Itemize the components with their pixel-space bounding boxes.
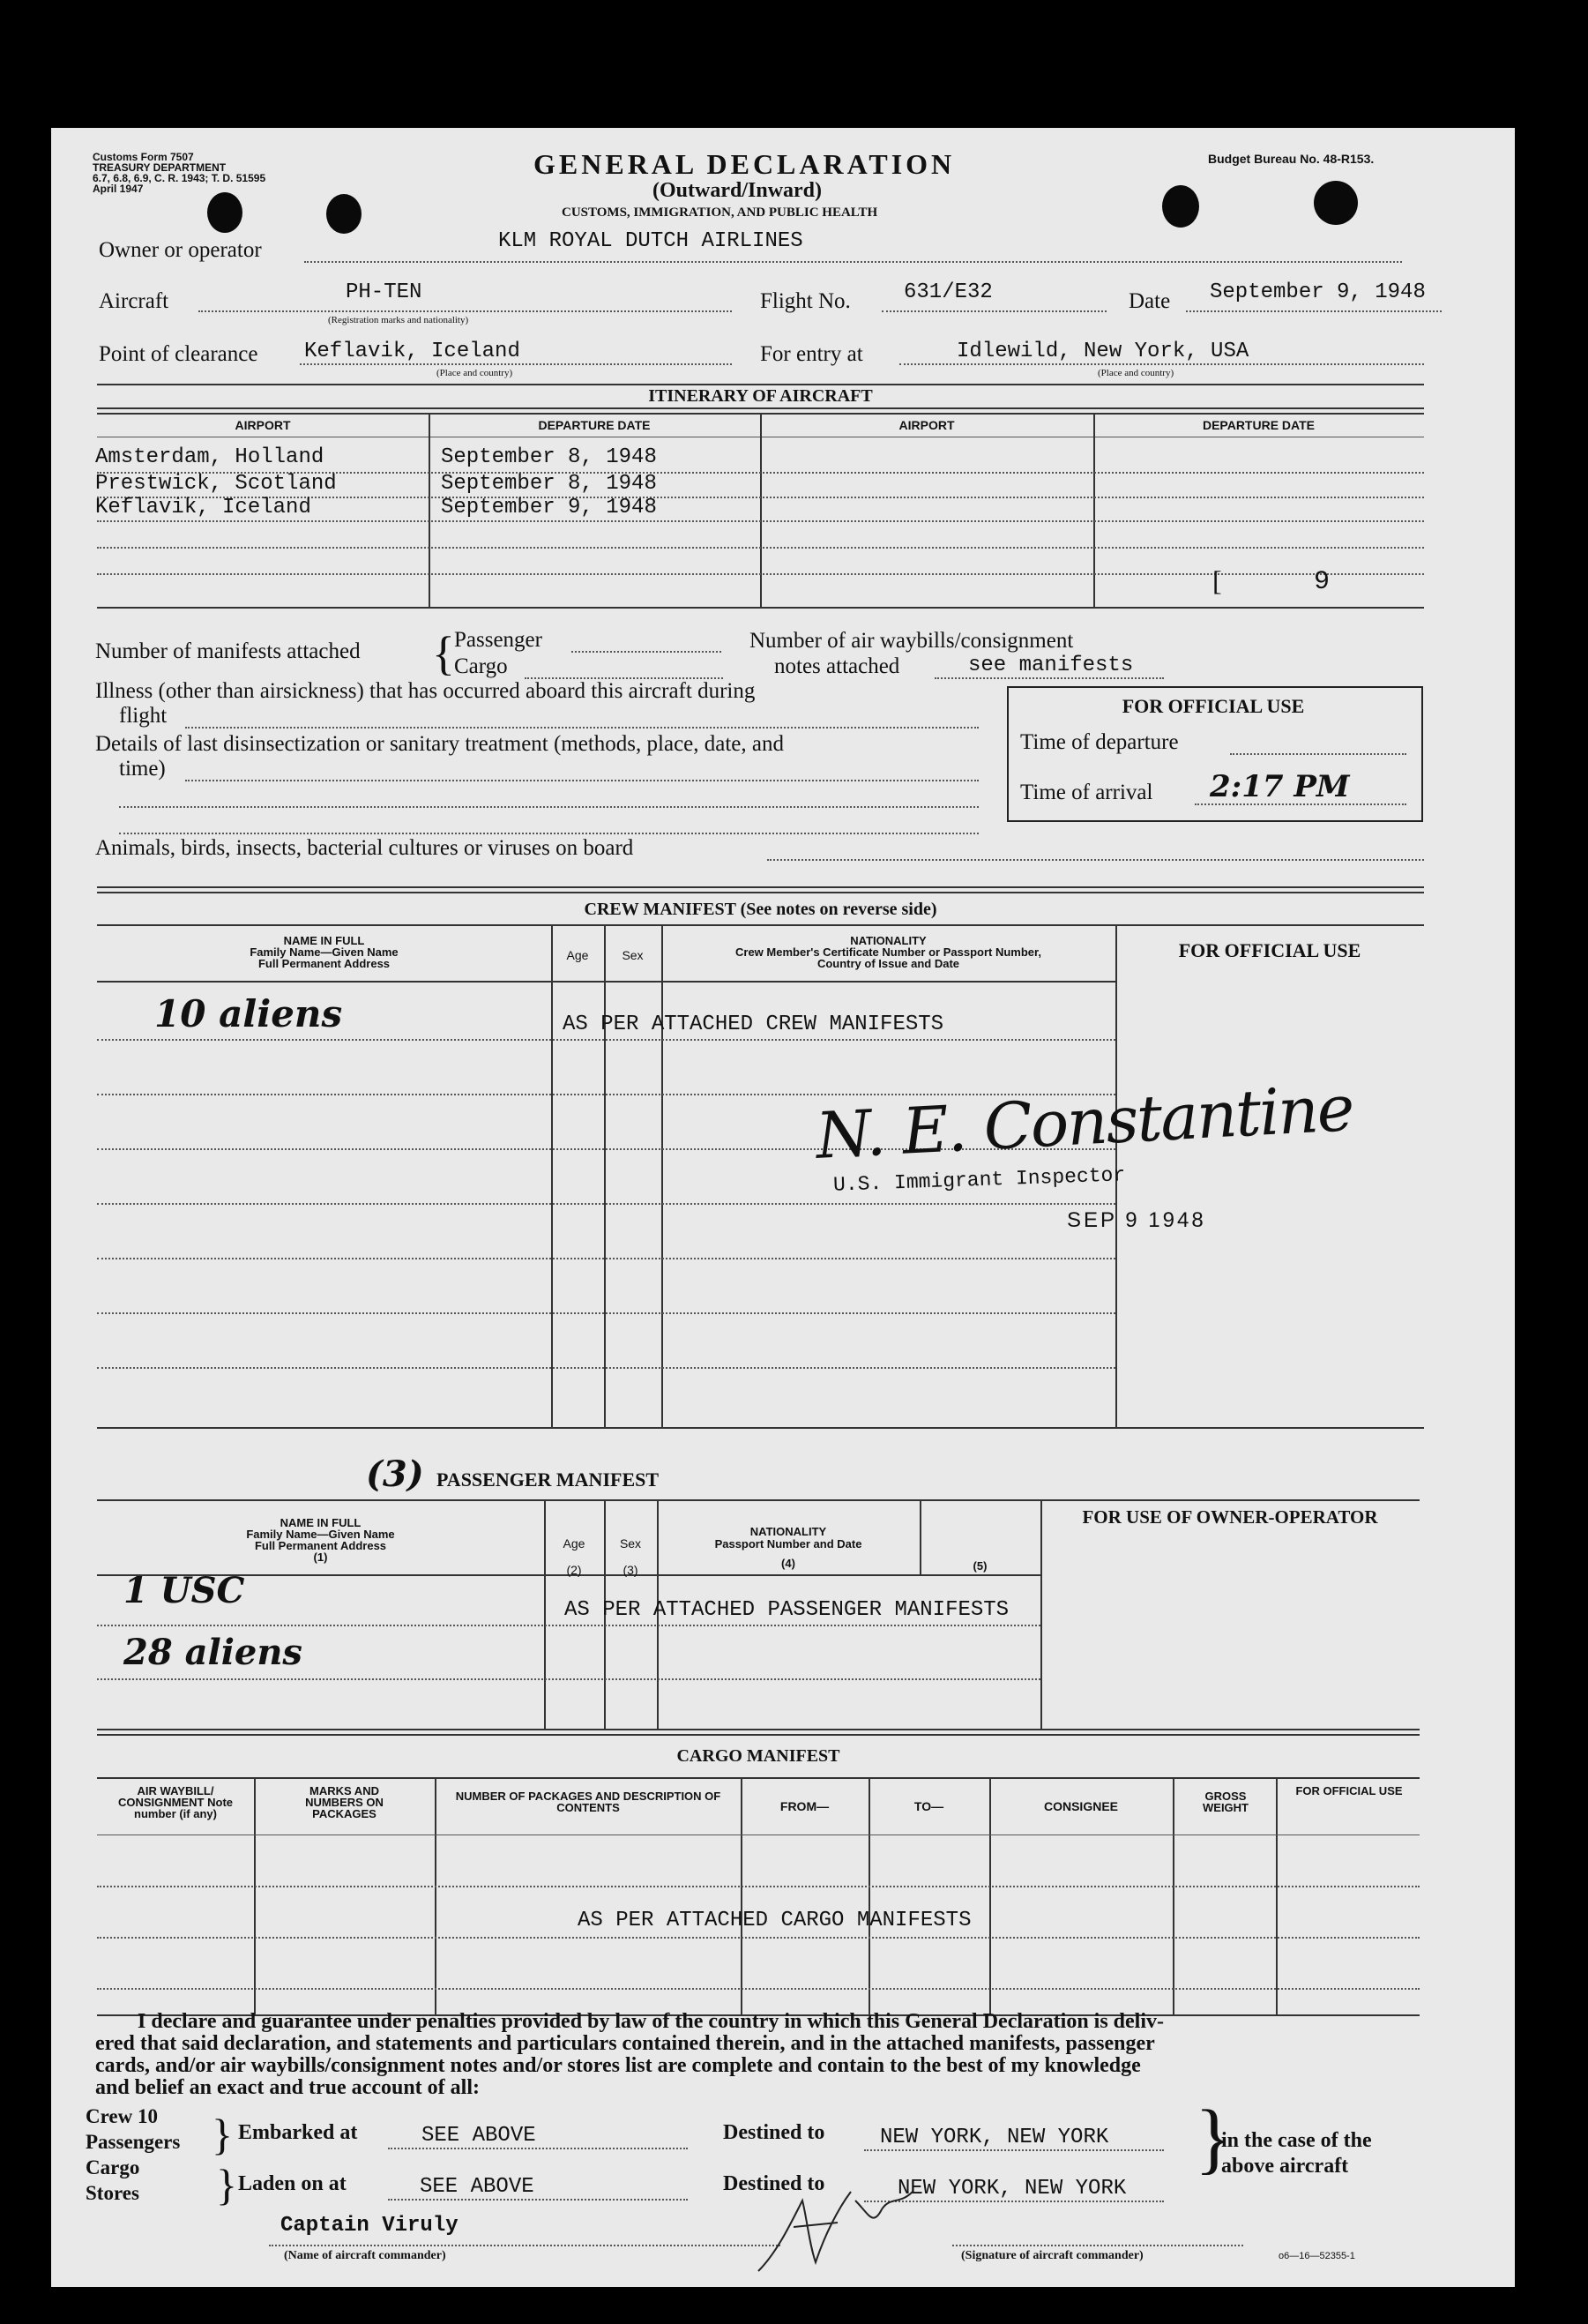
passenger-name-header-line: Full Permanent Address bbox=[254, 1539, 387, 1552]
punch-hole bbox=[207, 192, 242, 233]
crew-manifest-title: CREW MANIFEST (See notes on reverse side) bbox=[584, 900, 937, 919]
cargo-header: CONSIGNEE bbox=[1043, 1799, 1118, 1813]
cargo-attached-text: AS PER ATTACHED CARGO MANIFESTS bbox=[578, 1909, 972, 1932]
case-note-line: in the case of the bbox=[1221, 2129, 1372, 2152]
departure-time-label: Time of departure bbox=[1020, 730, 1179, 754]
passenger-nationality-line: Passport Number and Date bbox=[714, 1537, 862, 1551]
crew-attached-text: AS PER ATTACHED CREW MANIFESTS bbox=[563, 1013, 944, 1036]
regulation: 6.7, 6.8, 6.9, C. R. 1943; T. D. 51595 bbox=[93, 172, 266, 184]
brace: { bbox=[432, 627, 455, 680]
itinerary-header: DEPARTURE DATE bbox=[1202, 418, 1316, 432]
print-code: o6—16—52355-1 bbox=[1279, 2251, 1355, 2261]
cargo-header: FOR OFFICIAL USE bbox=[1295, 1784, 1403, 1797]
crew-name-header-line: NAME IN FULL bbox=[283, 934, 365, 947]
page-title: GENERAL DECLARATION bbox=[533, 148, 956, 180]
form-number: Customs Form 7507 bbox=[93, 151, 194, 163]
clearance-note: (Place and country) bbox=[436, 368, 513, 378]
cargo-manifest-title: CARGO MANIFEST bbox=[676, 1746, 840, 1766]
aircraft-label: Aircraft bbox=[99, 289, 169, 313]
notes-label: notes attached bbox=[774, 654, 900, 678]
arrival-time-label: Time of arrival bbox=[1020, 781, 1153, 804]
passenger-sex-header bbox=[604, 1530, 657, 1583]
cargo-header: TO— bbox=[913, 1799, 944, 1813]
destined-value: NEW YORK, NEW YORK bbox=[880, 2126, 1109, 2149]
disinsect-label-2: time) bbox=[119, 757, 166, 781]
itinerary-mark: 9 bbox=[1314, 567, 1331, 597]
bracket-mark: [ bbox=[1212, 564, 1222, 596]
destined-label: Destined to bbox=[723, 2121, 825, 2144]
bracket: } bbox=[1195, 2095, 1234, 2182]
date-label: Date bbox=[1129, 289, 1171, 313]
itinerary-airport: Keflavik, Iceland bbox=[95, 496, 311, 519]
inspector-signature: N. E. Constantine bbox=[814, 1071, 1355, 1173]
owner-operator-use: FOR USE OF OWNER-OPERATOR bbox=[1082, 1506, 1378, 1528]
passenger-name-header-line: (1) bbox=[313, 1551, 328, 1564]
laden-label: Laden on at bbox=[238, 2172, 347, 2195]
itinerary-date: September 8, 1948 bbox=[441, 445, 657, 469]
clearance-label: Point of clearance bbox=[99, 342, 258, 366]
declaration-text bbox=[95, 2011, 1164, 2099]
itinerary-title: ITINERARY OF AIRCRAFT bbox=[648, 386, 873, 406]
aircraft-note: (Registration marks and nationality) bbox=[328, 315, 469, 325]
page-subtitle-2: CUSTOMS, IMMIGRATION, AND PUBLIC HEALTH bbox=[562, 205, 878, 220]
passenger-label: Passenger bbox=[454, 628, 542, 652]
passenger-age-number: (2) bbox=[566, 1563, 582, 1577]
passengers-label: Passengers bbox=[86, 2131, 181, 2153]
cargo-header: AIR WAYBILL/ CONSIGNMENT Note number (if any) bbox=[118, 1784, 233, 1820]
budget-number: Budget Bureau No. 48-R153. bbox=[1208, 152, 1375, 166]
passenger-note-aliens: 28 aliens bbox=[123, 1632, 302, 1673]
embarked-label: Embarked at bbox=[238, 2121, 358, 2144]
passenger-col5-header: (5) bbox=[973, 1559, 988, 1573]
declaration-line: and belief an exact and true account of all: bbox=[95, 2076, 480, 2099]
entry-note: (Place and country) bbox=[1098, 368, 1174, 378]
case-note-line: above aircraft bbox=[1221, 2155, 1349, 2178]
crew-count-note: 10 aliens bbox=[154, 992, 343, 1035]
manifests-label: Number of manifests attached bbox=[95, 639, 361, 663]
commander-name: Captain Viruly bbox=[280, 2214, 459, 2238]
punch-hole bbox=[326, 194, 362, 234]
passenger-sex-number: (3) bbox=[623, 1563, 638, 1577]
commander-signature bbox=[741, 2174, 943, 2280]
passenger-manifest-title: PASSENGER MANIFEST bbox=[436, 1468, 660, 1491]
official-use-title: FOR OFFICIAL USE bbox=[1122, 695, 1305, 717]
passenger-nationality-header bbox=[657, 1526, 920, 1570]
passenger-age-header bbox=[544, 1530, 604, 1583]
case-note bbox=[1221, 2128, 1372, 2179]
signature-label: (Signature of aircraft commander) bbox=[961, 2249, 1144, 2262]
declaration-categories bbox=[86, 2104, 180, 2206]
crew-name-header-line: Full Permanent Address bbox=[257, 957, 391, 970]
cargo-header: FROM— bbox=[779, 1799, 830, 1813]
waybills-label: Number of air waybills/consignment bbox=[749, 629, 1074, 653]
passenger-name-header-line: Family Name—Given Name bbox=[246, 1528, 395, 1541]
itinerary-airport: Prestwick, Scotland bbox=[95, 472, 337, 496]
illness-label-2: flight bbox=[119, 704, 168, 728]
disinsect-label: Details of last disinsectization or sanitary treatment (methods, place, date, and bbox=[95, 732, 784, 756]
passenger-nationality-line: (4) bbox=[781, 1557, 795, 1570]
embarked-value: SEE ABOVE bbox=[421, 2124, 536, 2148]
punch-hole bbox=[1162, 185, 1199, 228]
bracket: } bbox=[216, 2160, 237, 2209]
entry-label: For entry at bbox=[760, 342, 863, 366]
passenger-age-label: Age bbox=[563, 1536, 585, 1551]
flight-value: 631/E32 bbox=[904, 280, 993, 304]
itinerary-airport: Amsterdam, Holland bbox=[95, 445, 324, 469]
itinerary-header: AIRPORT bbox=[235, 418, 291, 432]
destined-value-2: NEW YORK, NEW YORK bbox=[898, 2177, 1127, 2201]
punch-hole bbox=[1314, 181, 1358, 225]
bracket: } bbox=[212, 2110, 233, 2159]
declaration-line: cards, and/or air waybills/consignment notes and/or stores list are complete and contain to the best of my knowledge bbox=[95, 2054, 1141, 2077]
itinerary-header: AIRPORT bbox=[898, 418, 955, 432]
owner-value: KLM ROYAL DUTCH AIRLINES bbox=[498, 229, 803, 253]
date-value: September 9, 1948 bbox=[1210, 280, 1426, 304]
crew-nationality-header-line: Country of Issue and Date bbox=[816, 957, 960, 970]
crew-name-header-line: Family Name—Given Name bbox=[250, 945, 399, 959]
passenger-attached-text: AS PER ATTACHED PASSENGER MANIFESTS bbox=[564, 1598, 1010, 1622]
passenger-count: (3) bbox=[366, 1453, 424, 1495]
itinerary-header: DEPARTURE DATE bbox=[538, 418, 651, 432]
passenger-sex-label: Sex bbox=[619, 1536, 642, 1551]
passenger-name-header-line: NAME IN FULL bbox=[280, 1516, 362, 1529]
stamp-date: SEP 9 1948 bbox=[1067, 1208, 1206, 1232]
page-subtitle: (Outward/Inward) bbox=[652, 179, 823, 202]
notes-value: see manifests bbox=[968, 654, 1134, 677]
cargo-label: Cargo bbox=[454, 654, 508, 678]
crew-age-header: Age bbox=[566, 948, 589, 962]
clearance-value: Keflavik, Iceland bbox=[304, 340, 520, 363]
itinerary-date: September 8, 1948 bbox=[441, 472, 657, 496]
illness-label: Illness (other than airsickness) that has occurred aboard this aircraft during bbox=[95, 679, 756, 703]
cargo-category-label: Cargo bbox=[86, 2156, 140, 2178]
passenger-nationality-line: NATIONALITY bbox=[749, 1525, 827, 1538]
commander-name-label: (Name of aircraft commander) bbox=[284, 2249, 446, 2262]
arrival-time-value: 2:17 PM bbox=[1210, 769, 1350, 804]
passenger-note-usc: 1 USC bbox=[123, 1570, 245, 1611]
flight-label: Flight No. bbox=[760, 289, 851, 313]
crew-name-header bbox=[97, 935, 551, 969]
cargo-header: GROSS WEIGHT bbox=[1203, 1790, 1249, 1814]
itinerary-date: September 9, 1948 bbox=[441, 496, 657, 519]
crew-nationality-header-line: Crew Member's Certificate Number or Passport Number, bbox=[735, 945, 1041, 959]
entry-value: Idlewild, New York, USA bbox=[957, 340, 1249, 363]
declaration-line: I declare and guarantee under penalties provided by law of the country in which this General Declaration is deliv- bbox=[138, 2010, 1165, 2033]
inspector-stamp: U.S. Immigrant Inspector bbox=[832, 1163, 1126, 1197]
animals-label: Animals, birds, insects, bacterial cultures or viruses on board bbox=[95, 836, 634, 860]
passenger-name-header bbox=[97, 1517, 544, 1563]
cargo-header: NUMBER OF PACKAGES AND DESCRIPTION OF CONTENTS bbox=[455, 1790, 721, 1814]
crew-nationality-header-line: NATIONALITY bbox=[850, 934, 927, 947]
owner-label: Owner or operator bbox=[99, 238, 262, 262]
department: TREASURY DEPARTMENT bbox=[93, 161, 227, 174]
laden-value: SEE ABOVE bbox=[420, 2175, 534, 2199]
form-number-block bbox=[93, 152, 265, 194]
stores-label: Stores bbox=[86, 2182, 139, 2204]
crew-count: Crew 10 bbox=[86, 2105, 158, 2127]
declaration-line: ered that said declaration, and statements and particulars contained therein, and in the attached manifests, passenger bbox=[95, 2032, 1155, 2055]
destined-label-2: Destined to bbox=[723, 2172, 825, 2195]
aircraft-value: PH-TEN bbox=[346, 280, 422, 304]
crew-sex-header: Sex bbox=[622, 948, 644, 962]
crew-official-use: FOR OFFICIAL USE bbox=[1178, 939, 1361, 961]
cargo-header: MARKS AND NUMBERS ON PACKAGES bbox=[305, 1784, 384, 1820]
crew-nationality-header bbox=[661, 935, 1115, 969]
form-date: April 1947 bbox=[93, 183, 144, 195]
